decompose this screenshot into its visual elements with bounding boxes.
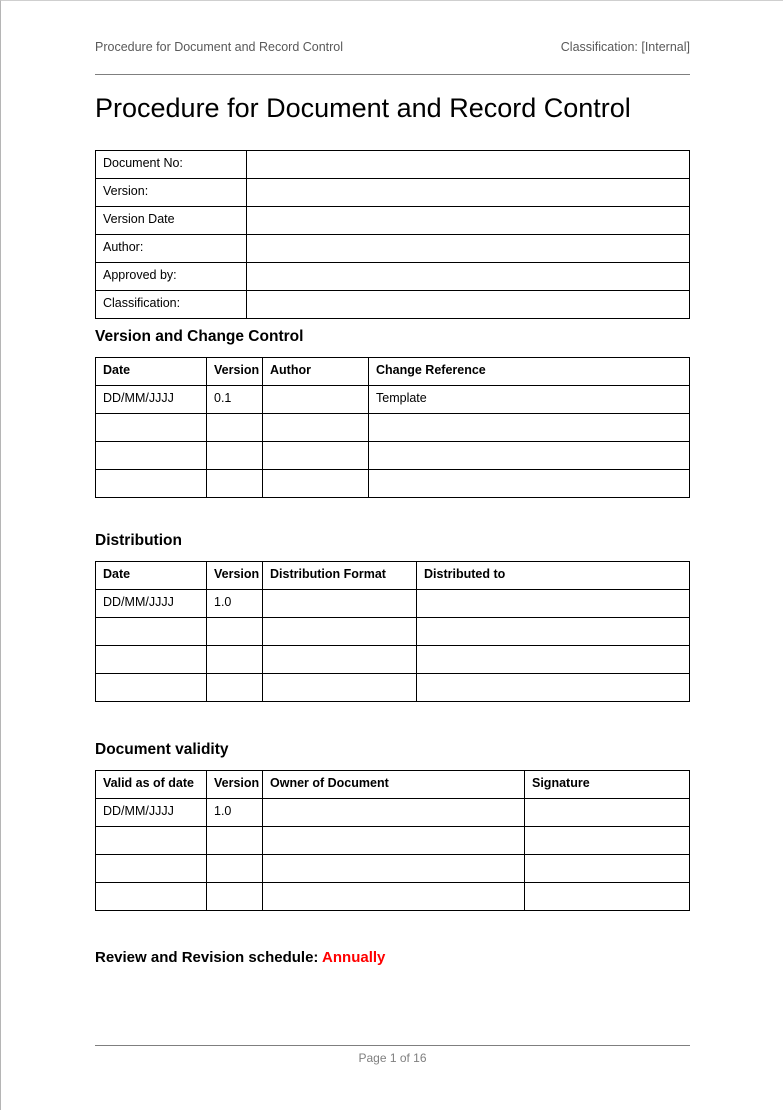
table-cell — [525, 799, 690, 827]
table-cell — [369, 414, 690, 442]
table-cell — [525, 883, 690, 911]
table-header-row — [96, 358, 690, 386]
table-cell — [263, 799, 525, 827]
table-row — [96, 470, 690, 498]
table-cell — [525, 827, 690, 855]
review-schedule-line — [95, 949, 690, 966]
info-value — [247, 291, 690, 319]
table-row — [96, 674, 690, 702]
table-cell — [263, 827, 525, 855]
table-header-row — [96, 562, 690, 590]
table-cell — [96, 618, 207, 646]
table-cell — [207, 470, 263, 498]
section-heading-document-validity: Document validity — [95, 741, 229, 758]
table-cell — [96, 674, 207, 702]
table-cell — [263, 386, 369, 414]
table-cell: 1.0 — [207, 799, 263, 827]
table-cell — [263, 855, 525, 883]
table-row — [96, 799, 690, 827]
table-row — [96, 235, 690, 263]
info-value — [247, 179, 690, 207]
table-cell: DD/MM/JJJJ — [96, 590, 207, 618]
column-header: Version — [207, 771, 263, 799]
table-row — [96, 618, 690, 646]
table-cell — [263, 883, 525, 911]
page-header — [95, 40, 690, 75]
table-cell — [96, 855, 207, 883]
page-footer — [95, 1045, 690, 1065]
table-row — [96, 855, 690, 883]
table-cell — [417, 674, 690, 702]
info-value — [247, 207, 690, 235]
info-value — [247, 235, 690, 263]
table-row — [96, 414, 690, 442]
table-cell — [96, 827, 207, 855]
table-cell: Template — [369, 386, 690, 414]
column-header: Valid as of date — [96, 771, 207, 799]
table-cell — [263, 674, 417, 702]
table-cell: 0.1 — [207, 386, 263, 414]
review-schedule-label: Review and Revision schedule: — [95, 949, 319, 966]
table-cell — [263, 646, 417, 674]
table-cell: 1.0 — [207, 590, 263, 618]
table-cell: DD/MM/JJJJ — [96, 799, 207, 827]
column-header: Date — [96, 358, 207, 386]
table-header-row — [96, 771, 690, 799]
table-row — [96, 646, 690, 674]
header-classification-text: Classification: [Internal] — [560, 40, 690, 54]
info-label: Version: — [96, 179, 247, 207]
info-label: Document No: — [96, 151, 247, 179]
table-cell — [96, 414, 207, 442]
page-title: Procedure for Document and Record Control — [95, 93, 631, 123]
table-cell — [207, 646, 263, 674]
column-header: Owner of Document — [263, 771, 525, 799]
table-cell — [417, 590, 690, 618]
table-cell — [96, 646, 207, 674]
table-row — [96, 442, 690, 470]
table-cell — [263, 414, 369, 442]
table-row — [96, 291, 690, 319]
table-cell — [263, 618, 417, 646]
table-cell — [207, 855, 263, 883]
table-cell — [417, 646, 690, 674]
table-cell — [207, 618, 263, 646]
table-cell — [207, 827, 263, 855]
column-header: Signature — [525, 771, 690, 799]
table-cell — [207, 674, 263, 702]
table-cell — [263, 590, 417, 618]
table-row — [96, 179, 690, 207]
info-label: Classification: — [96, 291, 247, 319]
table-row — [96, 263, 690, 291]
table-row — [96, 386, 690, 414]
column-header: Author — [263, 358, 369, 386]
table-cell — [525, 855, 690, 883]
column-header: Change Reference — [369, 358, 690, 386]
review-schedule-value: Annually — [322, 949, 386, 966]
info-label: Approved by: — [96, 263, 247, 291]
header-left-text: Procedure for Document and Record Control — [95, 40, 344, 54]
table-row — [96, 883, 690, 911]
table-cell — [207, 883, 263, 911]
info-label: Version Date — [96, 207, 247, 235]
column-header: Distributed to — [417, 562, 690, 590]
info-label: Author: — [96, 235, 247, 263]
table-row — [96, 207, 690, 235]
document-validity-table — [95, 770, 690, 911]
table-cell — [263, 442, 369, 470]
column-header: Version — [207, 358, 263, 386]
table-cell — [96, 883, 207, 911]
table-row — [96, 590, 690, 618]
section-heading-version-control: Version and Change Control — [95, 328, 304, 345]
column-header: Date — [96, 562, 207, 590]
column-header: Version — [207, 562, 263, 590]
info-value — [247, 151, 690, 179]
table-row — [96, 151, 690, 179]
table-cell — [96, 470, 207, 498]
column-header: Distribution Format — [263, 562, 417, 590]
table-cell — [263, 470, 369, 498]
table-cell — [417, 618, 690, 646]
table-cell — [207, 442, 263, 470]
version-control-table — [95, 357, 690, 498]
table-cell — [207, 414, 263, 442]
info-value — [247, 263, 690, 291]
section-heading-distribution: Distribution — [95, 532, 182, 549]
table-row — [96, 827, 690, 855]
document-info-table — [95, 150, 690, 319]
footer-page-number: Page 1 of 16 — [358, 1051, 427, 1065]
table-cell — [369, 470, 690, 498]
distribution-table — [95, 561, 690, 702]
table-cell: DD/MM/JJJJ — [96, 386, 207, 414]
table-cell — [96, 442, 207, 470]
table-cell — [369, 442, 690, 470]
